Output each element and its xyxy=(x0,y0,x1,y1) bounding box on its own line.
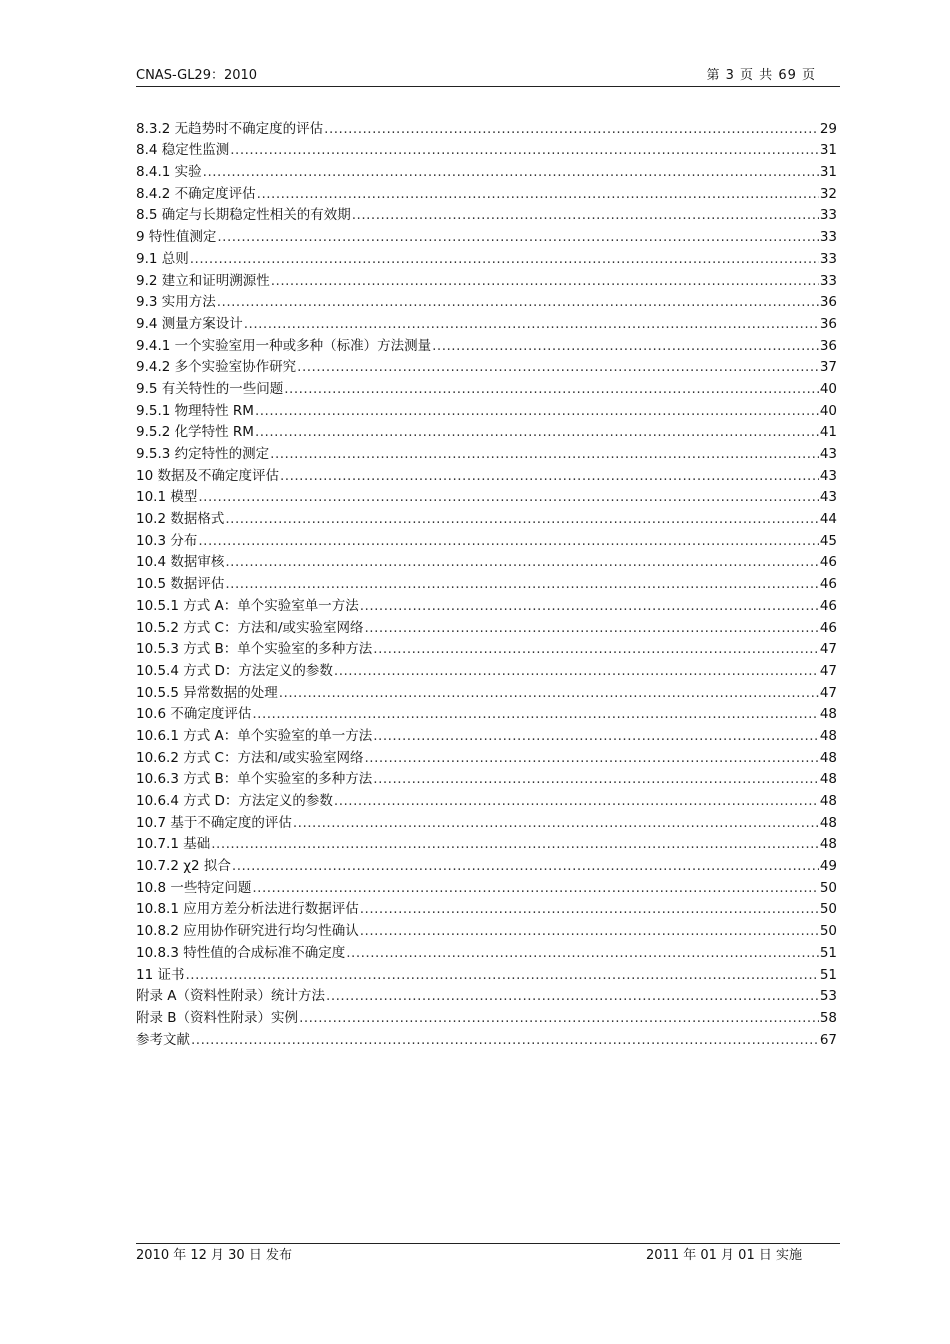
toc-entry-page: 43 xyxy=(819,446,837,462)
toc-entry[interactable] xyxy=(136,637,837,659)
toc-dot-leader xyxy=(284,380,819,398)
toc-entry[interactable] xyxy=(136,203,837,225)
toc-dot-leader xyxy=(334,662,819,680)
toc-dot-leader xyxy=(373,640,819,658)
toc-entry-title: 8.4.1 实验 xyxy=(136,164,202,181)
toc-entry-title: 9.5 有关特性的一些问题 xyxy=(136,380,284,397)
toc-entry-title: 10.1 模型 xyxy=(136,489,198,506)
toc-dot-leader xyxy=(360,597,819,615)
toc-entry-title: 10.8.2 应用协作研究进行均匀性确认 xyxy=(136,923,359,940)
toc-dot-leader xyxy=(280,467,819,485)
toc-entry-page: 31 xyxy=(819,142,837,159)
toc-entry-title: 9.5.2 化学特性 RM xyxy=(136,424,254,441)
toc-entry[interactable] xyxy=(136,788,837,810)
toc-entry-title: 8.4 稳定性监测 xyxy=(136,142,230,159)
toc-entry-title: 10.5.5 异常数据的处理 xyxy=(136,684,278,701)
toc-dot-leader xyxy=(230,141,819,159)
toc-entry-title: 9.1 总则 xyxy=(136,250,189,267)
toc-dot-leader xyxy=(373,770,819,788)
toc-entry-title: 10.3 分布 xyxy=(136,532,198,549)
toc-entry[interactable] xyxy=(136,506,837,528)
toc-dot-leader xyxy=(255,402,819,420)
toc-dot-leader xyxy=(270,445,819,463)
toc-entry-page: 50 xyxy=(819,923,837,940)
toc-entry[interactable] xyxy=(136,1005,837,1027)
toc-dot-leader xyxy=(352,206,819,224)
toc-entry[interactable] xyxy=(136,984,837,1006)
toc-entry-page: 29 xyxy=(819,120,837,137)
toc-entry-title: 10.7.2 χ2 拟合 xyxy=(136,858,231,875)
toc-entry-page: 36 xyxy=(819,294,837,311)
toc-entry-page: 48 xyxy=(819,814,837,831)
toc-entry-page: 46 xyxy=(819,619,837,636)
toc-dot-leader xyxy=(232,857,819,875)
toc-entry-page: 47 xyxy=(819,684,837,701)
toc-entry-page: 51 xyxy=(819,944,837,961)
toc-entry[interactable] xyxy=(136,333,837,355)
toc-entry-page: 53 xyxy=(819,988,837,1005)
toc-entry[interactable] xyxy=(136,767,837,789)
toc-dot-leader xyxy=(360,922,819,940)
toc-dot-leader xyxy=(346,944,819,962)
toc-entry[interactable] xyxy=(136,376,837,398)
toc-entry-page: 45 xyxy=(819,532,837,549)
toc-entry-page: 58 xyxy=(819,1009,837,1026)
toc-entry[interactable] xyxy=(136,940,837,962)
toc-entry[interactable] xyxy=(136,897,837,919)
toc-entry-page: 33 xyxy=(819,207,837,224)
toc-dot-leader xyxy=(293,814,819,832)
toc-dot-leader xyxy=(244,315,819,333)
toc-entry-page: 43 xyxy=(819,467,837,484)
toc-entry-title: 10.7.1 基础 xyxy=(136,836,211,853)
toc-entry[interactable] xyxy=(136,810,837,832)
toc-entry[interactable] xyxy=(136,224,837,246)
toc-dot-leader xyxy=(217,293,819,311)
toc-entry-title: 9.5.1 物理特性 RM xyxy=(136,402,254,419)
toc-dot-leader xyxy=(198,488,818,506)
toc-entry-page: 36 xyxy=(819,337,837,354)
toc-entry-page: 33 xyxy=(819,229,837,246)
toc-entry[interactable] xyxy=(136,745,837,767)
toc-entry-page: 48 xyxy=(819,727,837,744)
toc-dot-leader xyxy=(217,228,818,246)
toc-dot-leader xyxy=(198,532,818,550)
toc-entry[interactable] xyxy=(136,246,837,268)
toc-dot-leader xyxy=(279,684,819,702)
toc-entry[interactable] xyxy=(136,138,837,160)
toc-entry[interactable] xyxy=(136,615,837,637)
table-of-contents xyxy=(136,116,837,1049)
toc-entry-title: 9.2 建立和证明溯源性 xyxy=(136,272,270,289)
toc-entry[interactable] xyxy=(136,290,837,312)
toc-entry-page: 48 xyxy=(819,836,837,853)
toc-entry-title: 8.5 确定与长期稳定性相关的有效期 xyxy=(136,207,351,224)
toc-entry[interactable] xyxy=(136,680,837,702)
toc-entry-page: 48 xyxy=(819,771,837,788)
toc-entry-title: 10.5.1 方式 A：单个实验室单一方法 xyxy=(136,597,359,614)
toc-entry[interactable] xyxy=(136,441,837,463)
toc-dot-leader xyxy=(211,835,819,853)
toc-dot-leader xyxy=(225,510,818,528)
toc-entry[interactable] xyxy=(136,658,837,680)
toc-dot-leader xyxy=(255,423,819,441)
toc-entry-page: 36 xyxy=(819,315,837,332)
toc-entry-title: 10.7 基于不确定度的评估 xyxy=(136,814,292,831)
toc-entry[interactable] xyxy=(136,420,837,442)
toc-entry-page: 51 xyxy=(819,966,837,983)
toc-entry[interactable] xyxy=(136,485,837,507)
toc-entry[interactable] xyxy=(136,311,837,333)
toc-dot-leader xyxy=(324,120,819,138)
toc-dot-leader xyxy=(432,337,819,355)
toc-dot-leader xyxy=(191,1031,819,1049)
page-header xyxy=(136,66,840,87)
toc-entry[interactable] xyxy=(136,463,837,485)
toc-dot-leader xyxy=(252,705,818,723)
effective-date: 2011 年 01 月 01 日 实施 xyxy=(646,1248,802,1263)
toc-entry-page: 50 xyxy=(819,901,837,918)
toc-dot-leader xyxy=(360,900,819,918)
toc-entry[interactable] xyxy=(136,723,837,745)
toc-entry[interactable] xyxy=(136,593,837,615)
toc-entry-title: 8.3.2 无趋势时不确定度的评估 xyxy=(136,120,324,137)
document-code: CNAS-GL29：2010 xyxy=(136,68,258,83)
toc-entry[interactable] xyxy=(136,528,837,550)
toc-entry-title: 10.6.2 方式 C：方法和/或实验室网络 xyxy=(136,749,364,766)
toc-dot-leader xyxy=(271,272,819,290)
toc-entry-page: 41 xyxy=(819,424,837,441)
toc-dot-leader xyxy=(257,185,819,203)
toc-entry-title: 10.6 不确定度评估 xyxy=(136,706,252,723)
toc-entry-title: 附录 B（资料性附录）实例 xyxy=(136,1009,299,1026)
toc-entry[interactable] xyxy=(136,398,837,420)
toc-entry-page: 33 xyxy=(819,272,837,289)
toc-entry-page: 48 xyxy=(819,749,837,766)
toc-entry-title: 9.4 测量方案设计 xyxy=(136,315,243,332)
toc-entry-title: 10.6.3 方式 B：单个实验室的多种方法 xyxy=(136,771,373,788)
toc-entry-title: 10.5.2 方式 C：方法和/或实验室网络 xyxy=(136,619,364,636)
issue-date: 2010 年 12 月 30 日 发布 xyxy=(136,1248,292,1263)
toc-entry[interactable] xyxy=(136,268,837,290)
toc-dot-leader xyxy=(225,575,818,593)
toc-entry-title: 参考文献 xyxy=(136,1031,190,1048)
toc-dot-leader xyxy=(297,358,819,376)
page-footer xyxy=(136,1243,840,1263)
toc-dot-leader xyxy=(326,987,819,1005)
toc-dot-leader xyxy=(334,792,819,810)
toc-entry-page: 37 xyxy=(819,359,837,376)
toc-dot-leader xyxy=(373,727,819,745)
toc-entry-title: 10.4 数据审核 xyxy=(136,554,225,571)
toc-entry[interactable] xyxy=(136,116,837,138)
toc-entry-page: 46 xyxy=(819,597,837,614)
toc-entry[interactable] xyxy=(136,1027,837,1049)
toc-entry[interactable] xyxy=(136,355,837,377)
toc-entry-title: 10.8 一些特定问题 xyxy=(136,879,252,896)
toc-entry-title: 10.8.1 应用方差分析法进行数据评估 xyxy=(136,901,359,918)
toc-entry[interactable] xyxy=(136,832,837,854)
toc-entry[interactable] xyxy=(136,159,837,181)
toc-entry-title: 10.6.1 方式 A：单个实验室的单一方法 xyxy=(136,727,373,744)
toc-entry-page: 46 xyxy=(819,576,837,593)
toc-entry-title: 10.2 数据格式 xyxy=(136,511,225,528)
toc-entry-title: 10.5.4 方式 D：方法定义的参数 xyxy=(136,662,333,679)
toc-entry-page: 49 xyxy=(819,858,837,875)
toc-entry-title: 10 数据及不确定度评估 xyxy=(136,467,279,484)
toc-entry[interactable] xyxy=(136,181,837,203)
toc-entry-page: 67 xyxy=(819,1031,837,1048)
toc-entry-title: 9.5.3 约定特性的测定 xyxy=(136,446,270,462)
toc-dot-leader xyxy=(365,749,819,767)
toc-entry-title: 10.8.3 特性值的合成标准不确定度 xyxy=(136,944,346,961)
toc-dot-leader xyxy=(252,879,818,897)
toc-dot-leader xyxy=(185,966,818,984)
toc-entry-page: 48 xyxy=(819,793,837,809)
toc-dot-leader xyxy=(365,619,819,637)
toc-entry-title: 9 特性值测定 xyxy=(136,229,217,246)
toc-dot-leader xyxy=(299,1009,819,1027)
toc-entry-title: 10.6.4 方式 D：方法定义的参数 xyxy=(136,793,333,809)
toc-entry[interactable] xyxy=(136,875,837,897)
toc-entry-page: 50 xyxy=(819,879,837,896)
toc-entry-page: 31 xyxy=(819,164,837,181)
toc-entry-title: 11 证书 xyxy=(136,966,185,983)
toc-entry-title: 附录 A（资料性附录）统计方法 xyxy=(136,988,326,1005)
toc-entry[interactable] xyxy=(136,702,837,724)
toc-entry-title: 10.5 数据评估 xyxy=(136,576,225,593)
toc-dot-leader xyxy=(225,553,818,571)
toc-entry-title: 9.4.1 一个实验室用一种或多种（标准）方法测量 xyxy=(136,337,432,354)
toc-entry[interactable] xyxy=(136,918,837,940)
toc-entry-page: 44 xyxy=(819,511,837,528)
toc-entry[interactable] xyxy=(136,550,837,572)
toc-entry-page: 43 xyxy=(819,489,837,506)
toc-entry-title: 10.5.3 方式 B：单个实验室的多种方法 xyxy=(136,641,373,658)
toc-entry-page: 40 xyxy=(819,380,837,397)
toc-entry[interactable] xyxy=(136,962,837,984)
toc-entry-page: 47 xyxy=(819,641,837,658)
toc-dot-leader xyxy=(190,250,819,268)
toc-entry-page: 48 xyxy=(819,706,837,723)
toc-entry-title: 9.4.2 多个实验室协作研究 xyxy=(136,359,297,376)
toc-entry[interactable] xyxy=(136,853,837,875)
toc-entry-page: 46 xyxy=(819,554,837,571)
toc-entry-title: 8.4.2 不确定度评估 xyxy=(136,185,256,202)
toc-dot-leader xyxy=(203,163,819,181)
page-number-info: 第 3 页 共 69 页 xyxy=(706,68,816,83)
toc-entry-page: 47 xyxy=(819,662,837,679)
toc-entry[interactable] xyxy=(136,571,837,593)
toc-entry-page: 33 xyxy=(819,250,837,267)
toc-entry-page: 40 xyxy=(819,402,837,419)
toc-entry-title: 9.3 实用方法 xyxy=(136,294,216,311)
toc-entry-page: 32 xyxy=(819,185,837,202)
